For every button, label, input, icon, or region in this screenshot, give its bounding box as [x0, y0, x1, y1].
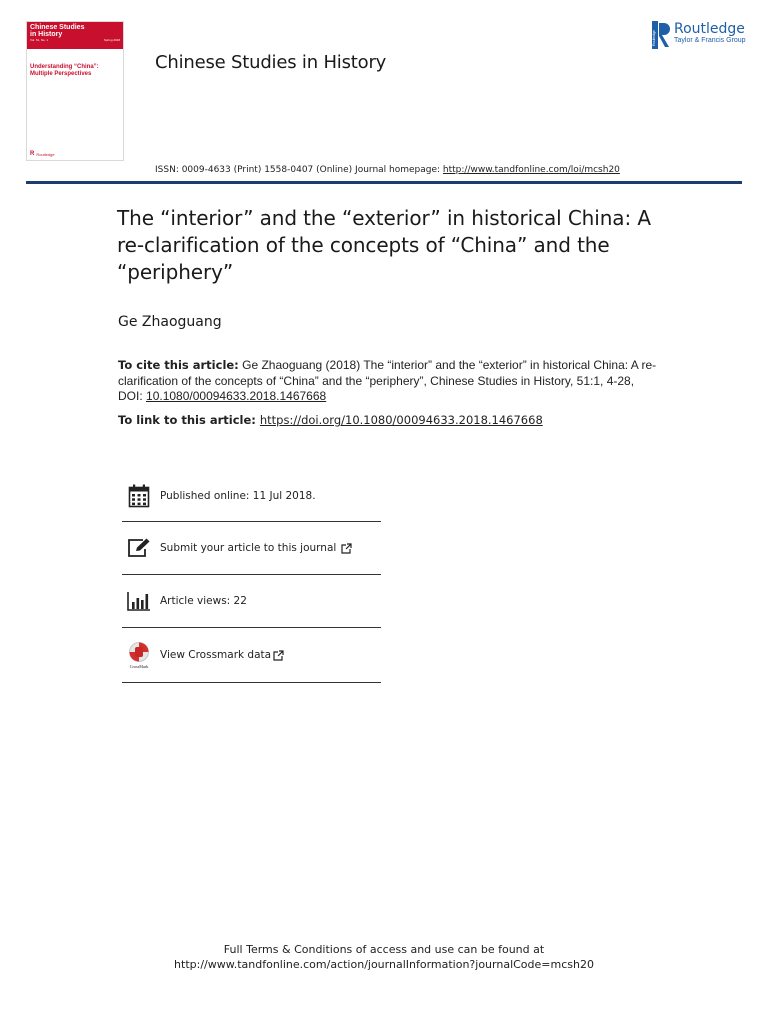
- article-views-row: [122, 575, 381, 628]
- published-online-text: Published online: 11 Jul 2018.: [160, 489, 316, 502]
- calendar-icon: [122, 484, 156, 508]
- cover-publisher-logo: [30, 151, 55, 157]
- cover-title-band: [27, 22, 123, 49]
- cover-publisher-label: Routledge: [36, 151, 55, 157]
- crossmark-text: View Crossmark data: [160, 649, 272, 661]
- external-link-icon: [273, 650, 284, 661]
- crossmark-row[interactable]: [122, 628, 381, 683]
- article-views-text: Article views: 22: [160, 595, 247, 607]
- crossmark-link[interactable]: [160, 649, 284, 661]
- journal-name: Chinese Studies in History: [155, 52, 387, 73]
- terms-url[interactable]: http://www.tandfonline.com/action/journalInformation?journalCode=mcsh20: [174, 958, 594, 971]
- publisher-name: Routledge: [674, 21, 745, 37]
- doi-link[interactable]: 10.1080/00094633.2018.1467668: [146, 389, 327, 403]
- cover-volume: Vol. 51, No. 1: [30, 38, 49, 42]
- external-link-icon: [341, 543, 352, 554]
- cover-title: Chinese Studies in History: [30, 24, 85, 38]
- journal-cover-thumbnail: [26, 21, 124, 161]
- header-divider: [26, 181, 742, 184]
- cite-label: To cite this article:: [118, 358, 239, 372]
- terms-footer: [0, 942, 768, 972]
- article-title: The “interior” and the “exterior” in historical China: A re-clarification of the concepts of “China” and the “periphery”: [117, 206, 651, 284]
- article-info-list: [122, 470, 381, 683]
- edit-icon: [122, 538, 156, 558]
- cover-r-icon: R: [30, 151, 35, 157]
- routledge-r-icon: [652, 21, 670, 49]
- citation-block: [118, 358, 658, 405]
- submit-article-link[interactable]: [160, 542, 352, 554]
- publisher-text: [674, 21, 746, 45]
- article-author: Ge Zhaoguang: [118, 314, 222, 330]
- submit-article-text: Submit your article to this journal: [160, 542, 337, 554]
- cover-meta: [30, 38, 120, 42]
- journal-homepage-link[interactable]: http://www.tandfonline.com/loi/mcsh20: [442, 165, 620, 175]
- publisher-logo[interactable]: [652, 21, 746, 49]
- link-label: To link to this article:: [118, 413, 260, 427]
- bar-chart-icon: [122, 591, 156, 611]
- publisher-group: Taylor & Francis Group: [674, 37, 746, 44]
- issn-line: [155, 165, 620, 175]
- publisher-side-label: Routledge: [652, 30, 656, 46]
- crossmark-icon: [122, 641, 156, 669]
- terms-line-1: Full Terms & Conditions of access and use can be found at: [223, 943, 545, 956]
- cite-text: Ge Zhaoguang (2018) The “interior” and the “exterior” in historical China: A re-clarification of the concepts of “China” and the “periphery”, Chinese Studies in History, 51:1, 4-28, DOI:: [118, 358, 657, 403]
- crossmark-logo-text: CrossMark: [129, 664, 149, 669]
- article-url-link[interactable]: https://doi.org/10.1080/00094633.2018.1467668: [259, 413, 543, 427]
- cover-date: Spring 2018: [103, 38, 120, 42]
- submit-article-row[interactable]: [122, 522, 381, 575]
- article-link-line: [118, 413, 543, 427]
- cover-subtitle: Understanding “China”: Multiple Perspectives: [30, 64, 99, 77]
- published-online-row: [122, 470, 381, 522]
- issn-text: ISSN: 0009-4633 (Print) 1558-0407 (Online) Journal homepage:: [155, 165, 443, 175]
